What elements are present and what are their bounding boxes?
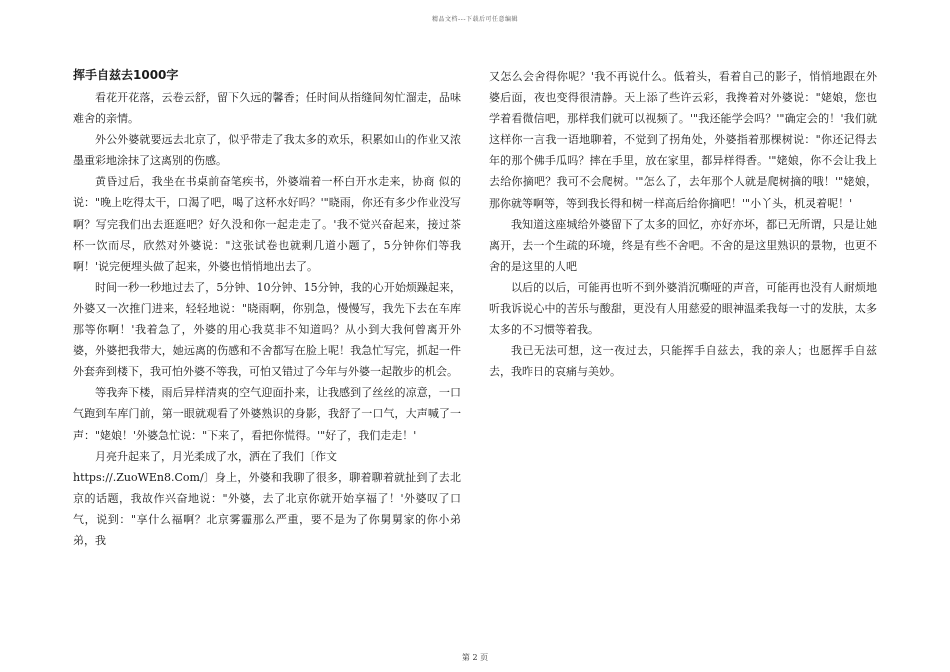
- paragraph: 我已无法可想，这一夜过去，只能挥手自兹去，我的亲人；也愿挥手自兹去，我昨日的哀痛与美妙。: [489, 344, 877, 379]
- left-column: [73, 66, 461, 551]
- paragraph: 等我奔下楼，雨后异样清爽的空气迎面扑来，让我感到了丝丝的凉意，一口气跑到车库门前，第一眼就观看了外婆熟识的身影，我舒了一口气，大声喊了一声："姥娘！'外婆急忙说："下来了，看把你慌得。'"好了，我们走走！': [73, 386, 461, 442]
- paragraph: 看花开花落，云卷云舒，留下久远的馨香；任时间从指缝间匆忙溜走，品味难舍的亲情。: [73, 91, 461, 126]
- paragraph: 月亮升起来了，月光柔成了水，洒在了我们〔作文: [95, 449, 337, 463]
- paragraph: 黄昏过后，我坐在书桌前奋笔疾书，外婆端着一杯白开水走来，协商 似的说："晚上吃得太干，口渴了吧，喝了这杯水好吗？'"晓雨，你还有多少作业没写啊？写完我们出去逛逛吧？好久没和你一起走走了。'我不觉兴奋起来，接过茶杯一饮而尽，欣然对外婆说："这张试卷也就剩几道小题了，5分钟你们等我啊！'说完便埋头做了起来，外婆也悄悄地出去了。: [73, 175, 461, 273]
- page-number: 第 2 页: [461, 653, 489, 662]
- right-column: [489, 66, 877, 382]
- paragraph: 外公外婆就要远去北京了，似乎带走了我太多的欢乐，积累如山的作业又浓墨重彩地涂抹了这离别的伤感。: [73, 133, 461, 168]
- paragraph: 时间一秒一秒地过去了，5分钟、10分钟、15分钟，我的心开始烦躁起来，外婆又一次推门进来，轻轻地说："晓雨啊，你别急，慢慢写，我先下去在车库那等你啊！'我着急了，外婆的用心我莫非不知道吗？从小到大我何曾离开外婆，外婆把我带大，她远离的伤感和不舍都写在脸上呢！我急忙写完，抓起一件外套奔到楼下，我可怕外婆不等我，可怕又错过了今年与外婆一起散步的机会。: [73, 280, 461, 379]
- paragraph: 我知道这座城给外婆留下了太多的回忆，亦好亦坏，都已无所谓，只是让她离开，去一个生疏的环境，终是有些不舍吧。不舍的是这里熟识的景物，也更不舍的是这里的人吧: [489, 217, 877, 273]
- paragraph: 以后的以后，可能再也听不到外婆消沉嘶哑的声音，可能再也没有人耐烦地听我诉说心中的苦乐与酸甜，更没有人用慈爱的眼神温柔我每一寸的发肤，太多太多的不习惯等着我。: [489, 280, 877, 337]
- page-header: 精品文档---下载后可任意编辑: [432, 16, 518, 23]
- paragraph-continuation: 又怎么会舍得你呢？'我不再说什么。低着头，看着自己的影子，悄悄地跟在外婆后面，夜也变得很清静。天上添了些许云彩，我搀着对外婆说："姥娘，您也学着看微信吧，那样我们就可以视频了。'"我还能学会吗？'"确定会的！'我们就这样你一言我一语地聊着，不觉到了拐角处，外婆指着那棵树说："你还记得去年的那个佛手瓜吗？摔在手里，放在家里，都异样得香。'"姥娘，你不会让我上去给你摘吧？我可不会爬树。'"怎么了，去年那个人就是爬树摘的哦！'"姥娘，那你就等啊等，等到我长得和树一样高后给你摘吧！'"小丫头，机灵着呢！': [489, 70, 877, 210]
- paragraph-continuation: https://.ZuoWEn8.Com/〕身上，外婆和我聊了很多，聊着聊着就扯到了去北京的话题，我故作兴奋地说："外婆，去了北京你就开始享福了！'外婆叹了口气，说到："享什么福啊？北京雾霾那么严重，要不是为了你舅舅家的你小弟弟，我: [73, 470, 461, 547]
- article-title: 挥手自兹去1000字: [73, 68, 179, 82]
